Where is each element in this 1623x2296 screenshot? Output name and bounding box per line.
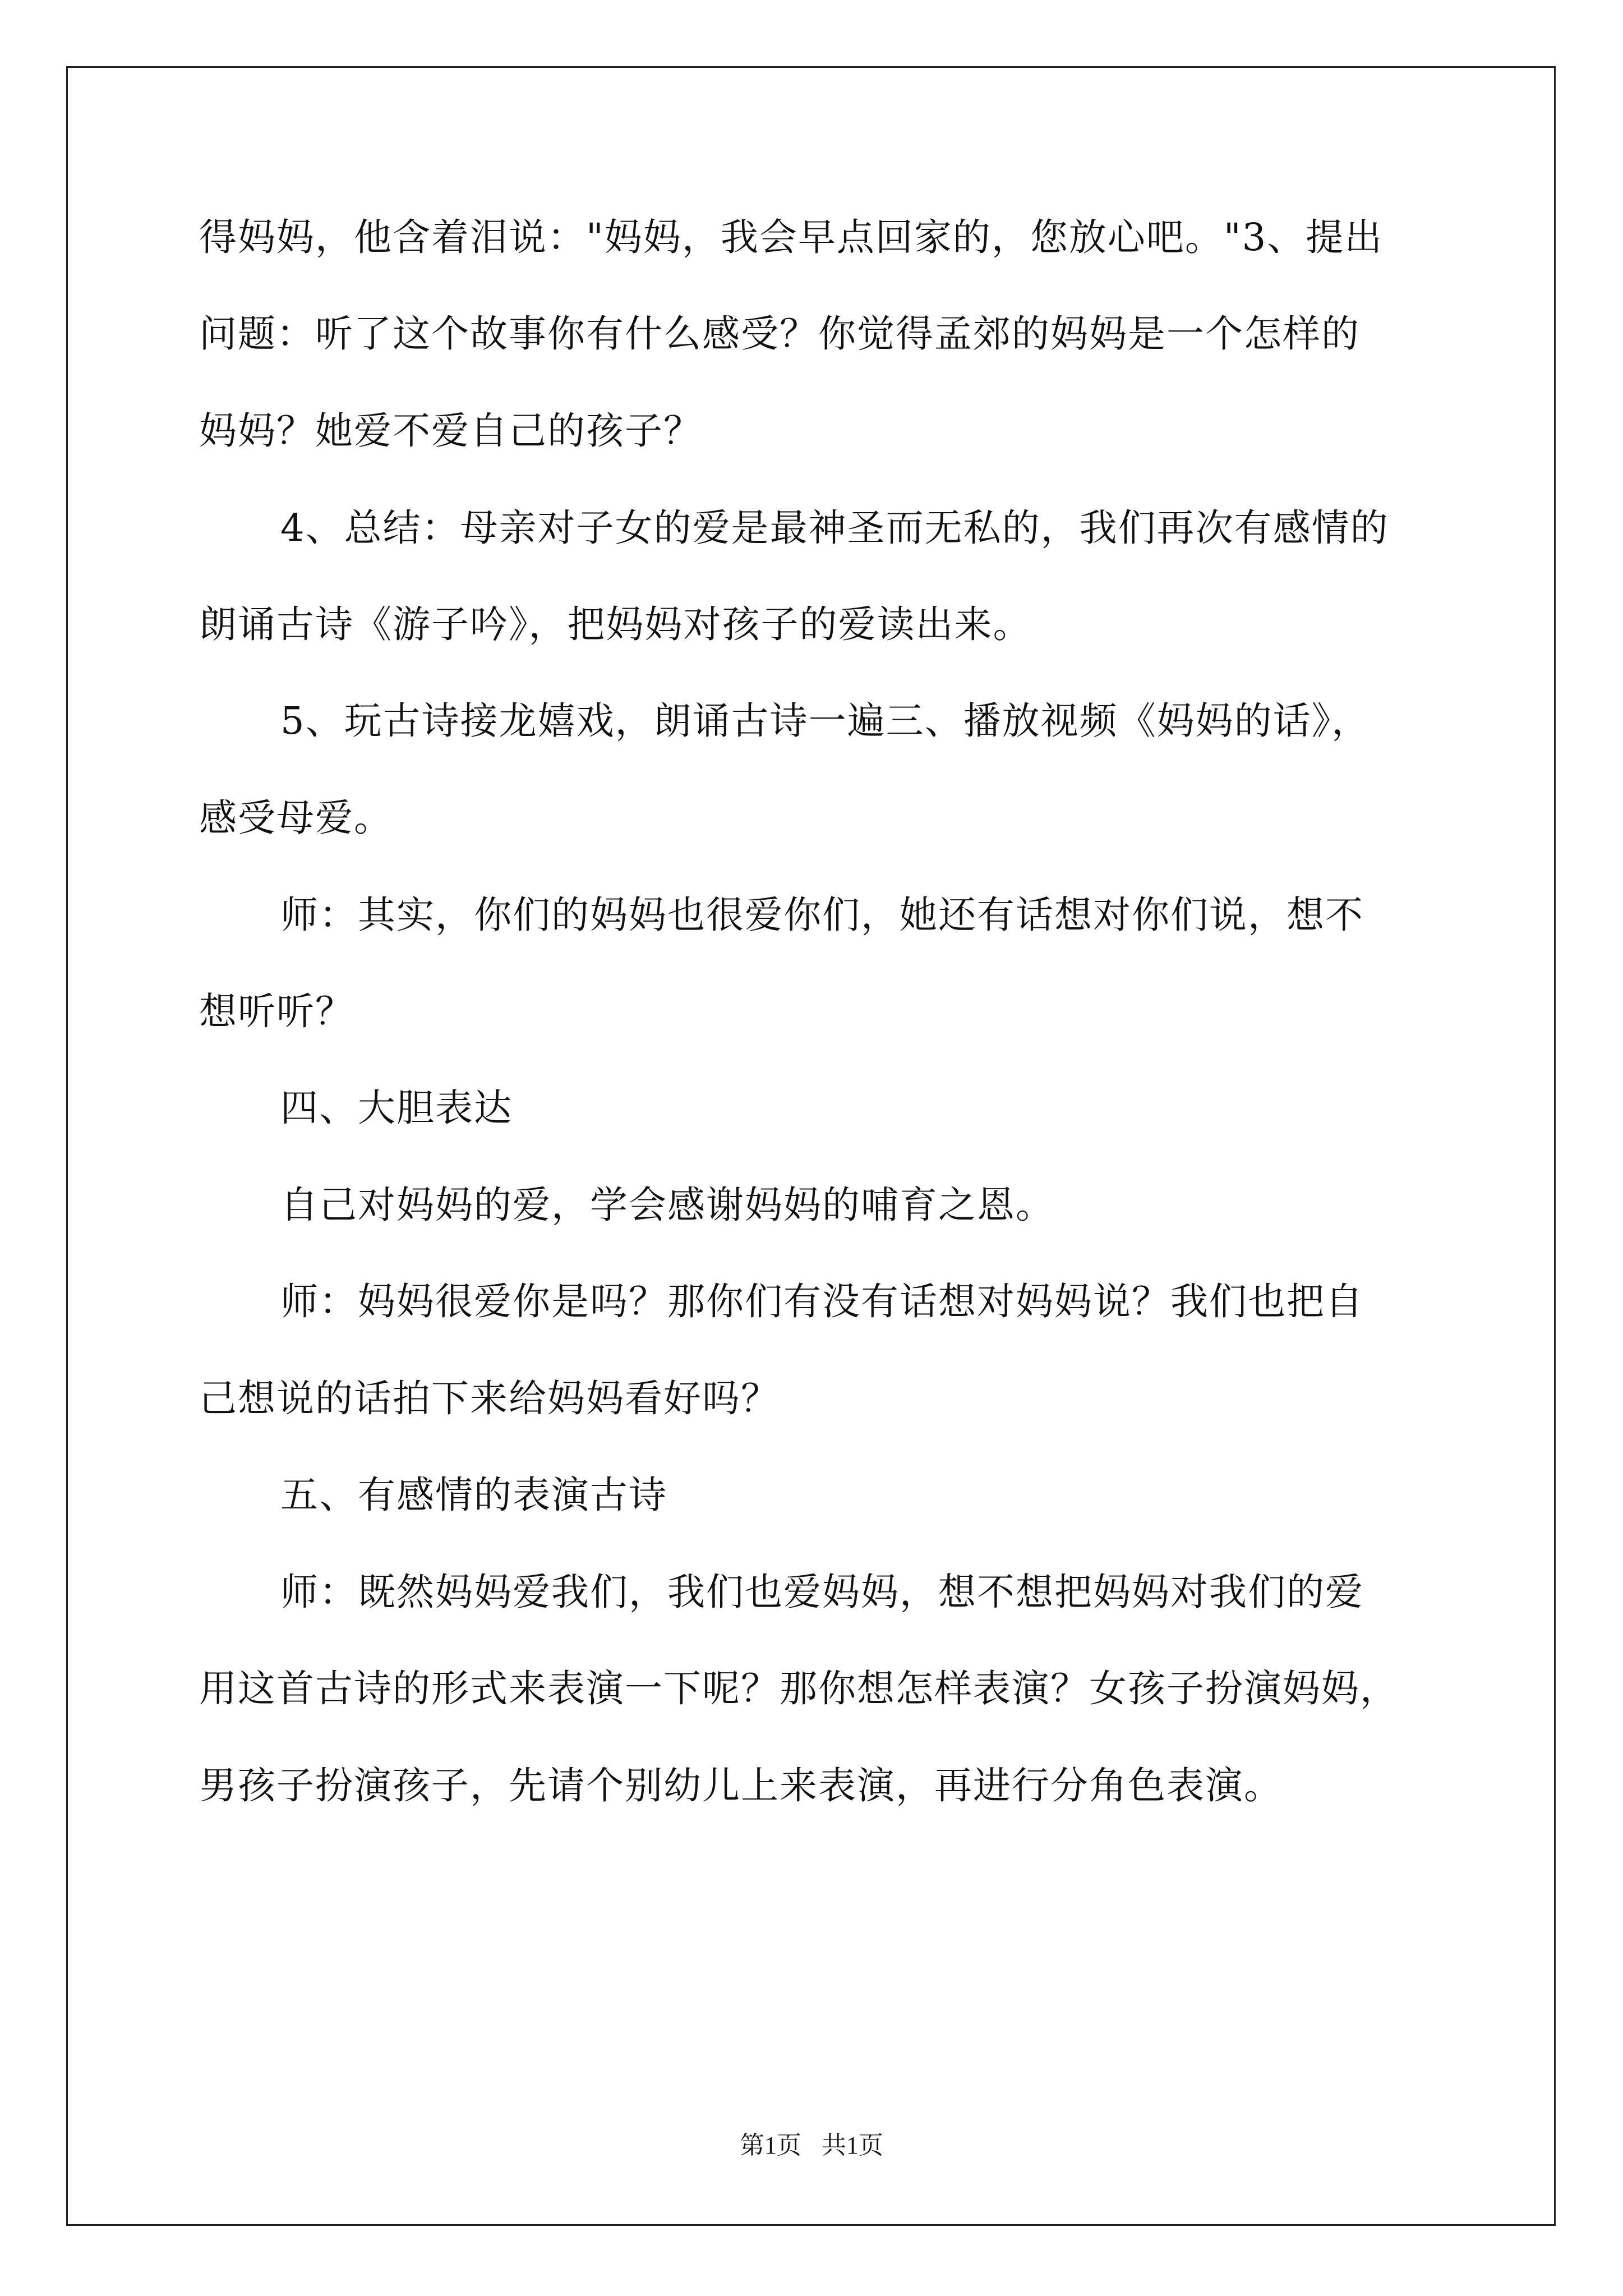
page-number: 第1页 xyxy=(740,2132,801,2159)
text-line: 妈妈？她爱不爱自己的孩子？ xyxy=(199,409,702,453)
text-line: 师：其实，你们的妈妈也很爱你们，她还有话想对你们说，想不 xyxy=(280,893,1364,937)
text-line: 自己对妈妈的爱，学会感谢妈妈的哺育之恩。 xyxy=(280,1183,1054,1227)
page-border xyxy=(66,66,1556,2226)
text-line: 己想说的话拍下来给妈妈看好吗？ xyxy=(199,1377,780,1420)
page-footer xyxy=(0,2125,1623,2161)
text-line: 5、玩古诗接龙嬉戏，朗诵古诗一遍三、播放视频《妈妈的话》， xyxy=(280,699,1371,743)
text-line: 问题：听了这个故事你有什么感受？你觉得孟郊的妈妈是一个怎样的 xyxy=(199,312,1360,356)
text-line: 男孩子扮演孩子，先请个别幼儿上来表演，再进行分角色表演。 xyxy=(199,1764,1283,1807)
text-line: 感受母爱。 xyxy=(199,796,393,840)
text-line: 用这首古诗的形式来表演一下呢？那你想怎样表演？女孩子扮演妈妈， xyxy=(199,1667,1399,1710)
text-line: 师：妈妈很爱你是吗？那你们有没有话想对妈妈说？我们也把自 xyxy=(280,1280,1364,1323)
page-total: 共1页 xyxy=(822,2132,883,2159)
section-heading: 四、大胆表达 xyxy=(280,1086,513,1130)
text-line: 朗诵古诗《游子吟》，把妈妈对孩子的爱读出来。 xyxy=(199,602,1032,646)
text-line: 师：既然妈妈爱我们，我们也爱妈妈，想不想把妈妈对我们的爱 xyxy=(280,1570,1364,1614)
text-line: 4、总结：母亲对子女的爱是最神圣而无私的，我们再次有感情的 xyxy=(280,506,1389,550)
section-heading: 五、有感情的表演古诗 xyxy=(280,1473,667,1517)
text-line: 想听听？ xyxy=(199,990,354,1033)
text-line: 得妈妈，他含着泪说："妈妈，我会早点回家的，您放心吧。"3、提出 xyxy=(199,215,1384,259)
